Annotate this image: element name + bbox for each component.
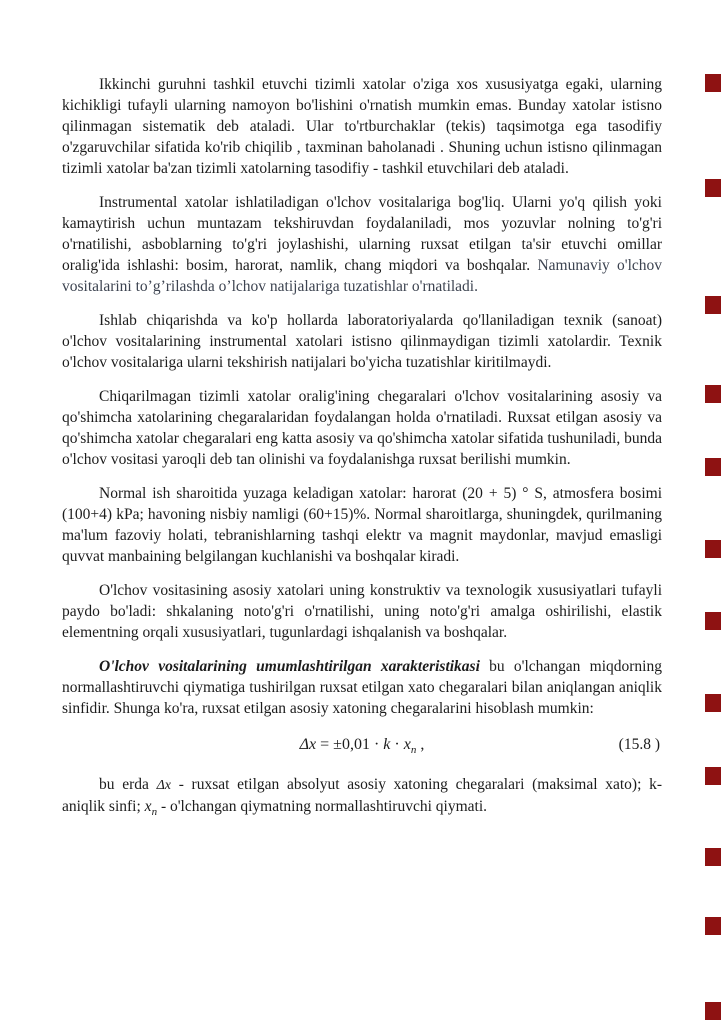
- paragraph-8-delta-x: Δx: [156, 778, 171, 794]
- formula-comma: ,: [416, 736, 425, 753]
- formula-x: x: [403, 736, 411, 753]
- revision-mark: [705, 385, 721, 403]
- paragraph-2-main: Instrumental xatolar ishlatiladigan o'lchov vositalariga bog'liq. Ularni yo'q qilish yoki kamaytirish uchun muntazam tekshiruvdan foydalaniladi, mos yozuvlar nolning to'g'ri o'rnatilishi, asboblarning to'g'ri joylashishi, ularning ruxsat etilgan ta'sir etuvchi omillar oralig'ida ishlashi: bosim, harorat, namlik, chang miqdori va boshqalar.: [62, 194, 662, 274]
- revision-mark: [705, 767, 721, 785]
- revision-mark: [705, 296, 721, 314]
- paragraph-8-text-3: - o'lchangan qiymatning normallashtiruvchi qiymati.: [157, 798, 488, 816]
- formula-x-subscript: n: [410, 744, 417, 757]
- paragraph-8-x: x: [144, 798, 152, 816]
- revision-mark: [705, 917, 721, 935]
- paragraph-7-bold-italic-lead: O'lchov vositalarining umumlashtirilgan xarakteristikasi: [99, 658, 480, 675]
- revision-mark: [705, 179, 721, 197]
- revision-mark: [705, 612, 721, 630]
- paragraph-7: [62, 656, 662, 719]
- formula-dot: ·: [390, 736, 404, 753]
- margin-marks-layer: [700, 0, 724, 1024]
- revision-mark: [705, 1002, 721, 1020]
- equation-number: (15.8 ): [618, 736, 660, 753]
- formula-equals-coefficient: = ±0,01 ·: [316, 736, 384, 753]
- paragraph-8-text: bu erda: [99, 776, 157, 794]
- revision-mark: [705, 458, 721, 476]
- revision-mark: [705, 694, 721, 712]
- document-content: [62, 74, 662, 823]
- formula-row: [62, 734, 662, 761]
- revision-mark: [705, 848, 721, 866]
- formula: [299, 736, 425, 757]
- paragraph-8: [62, 774, 662, 823]
- revision-mark: [705, 74, 721, 92]
- revision-mark: [705, 540, 721, 558]
- paragraph-5: Normal ish sharoitida yuzaga keladigan xatolar: harorat (20 + 5) ° S, atmosfera bosimi (100+4) kPa; havoning nisbiy namligi (60+15)%. Normal sharoitlarga, shuningdek, qurilmaning ma'lum fazoviy holati, tebranishlarning tashqi elektr va magnit maydonlar, mavjud emasligi quvvat manbaining belgilangan kuchlanishi va boshqalar kiradi.: [62, 485, 662, 565]
- paragraph-7-rest: bu o'lchangan miqdorning normallashtiruvchi qiymatiga tushirilgan ruxsat etilgan xato chegaralari bilan aniqlangan aniqlik sinfidir. Shunga ko'ra, ruxsat etilgan asosiy xatoning chegaralarini hisoblash mumkin:: [62, 658, 662, 717]
- formula-k: k: [383, 736, 391, 753]
- paragraph-6: O'lchov vositasining asosiy xatolari uning konstruktiv va texnologik xususiyatlari tufayli paydo bo'ladi: shkalaning noto'g'ri o'rnatilishi, uning noto'g'ri amalga oshirilishi, elastik elementning orqali xususiyatlari, tugunlardagi ishqalanish va boshqalar.: [62, 582, 662, 641]
- paragraph-8-x-subscript: n: [151, 806, 158, 819]
- paragraph-1: Ikkinchi guruhni tashkil etuvchi tizimli xatolar o'ziga xos xususiyatga egaki, ularning kichikligi tufayli ularning namoyon bo'lishini o'rnatish mumkin emas. Bunday xatolar istisno qilinmagan sistematik deb ataladi. Ular to'rtburchaklar (tekis) taqsimotga ega tasodifiy o'zgaruvchilar sifatida ko'rib chiqilib , taxminan baholanadi . Shuning uchun istisno qilinmagan tizimli xatolar ba'zan tizimli xatolarning tasodifiy - tashkil etuvchilari deb ataladi.: [62, 76, 662, 177]
- paragraph-4: Chiqarilmagan tizimli xatolar oralig'ining chegaralari o'lchov vositalarining asosiy va qo'shimcha xatolarining chegaralaridan foydalangan holda o'rnatiladi. Ruxsat etilgan asosiy va qo'shimcha xatolar chegaralari eng katta asosiy va qo'shimcha xatolar sifatida tushuniladi, bunda o'lchov vositasi yaroqli deb tan olinishi va foydalanishga ruxsat berilishi mumkin.: [62, 388, 662, 468]
- formula-delta-x: Δx: [299, 736, 317, 753]
- paragraph-2-inserted-sentence: Namunaviy o'lchov vositalarini toʼgʼrilashda oʼlchov natijalariga tuzatishlar o'rnatiladi.: [62, 257, 663, 295]
- paragraph-8-text-2: - ruxsat etilgan absolyut asosiy xatoning chegaralari (maksimal xato); k- aniqlik sinfi;: [62, 776, 662, 816]
- paragraph-3: Ishlab chiqarishda va ko'p hollarda laboratoriyalarda qo'llaniladigan texnik (sanoat) o'lchov vositalarining instrumental xatolari istisno qilinmaydigan tizimli xatolardir. Texnik o'lchov vositalariga ularni tekshirish natijalari bo'yicha tuzatishlar kiritilmaydi.: [62, 312, 662, 371]
- paragraph-2: [62, 192, 662, 297]
